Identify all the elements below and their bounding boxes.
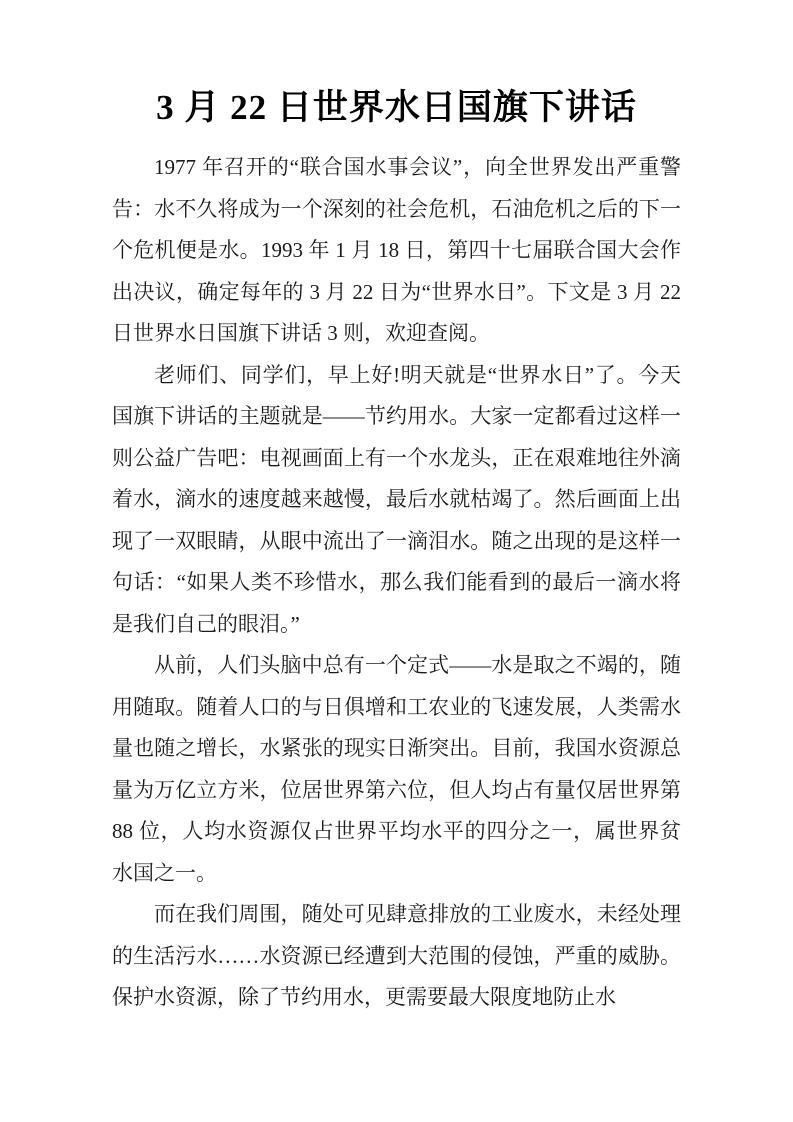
- paragraph-pollution: 而在我们周围，随处可见肆意排放的工业废水，未经处理的生活污水……水资源已经遭到大范围的侵蚀，严重的威胁。保护水资源，除了节约用水，更需要最大限度地防止水: [112, 902, 681, 1010]
- document-body: [112, 147, 681, 1019]
- paragraph-greeting: 老师们、同学们，早上好!明天就是“世界水日”了。今天国旗下讲话的主题就是——节约用水。大家一定都看过这样一则公益广告吧：电视画面上有一个水龙头，正在艰难地往外滴着水，滴水的速度越来越慢，最后水就枯竭了。然后画面上出现了一双眼睛，从眼中流出了一滴泪水。随之出现的是这样一句话：“如果人类不珍惜水，那么我们能看到的最后一滴水将是我们自己的眼泪。”: [112, 362, 681, 636]
- page-title: 3 月 22 日世界水日国旗下讲话: [156, 88, 637, 127]
- paragraph-water-scarcity: 从前，人们头脑中总有一个定式——水是取之不竭的，随用随取。随着人口的与日俱增和工农业的飞速发展，人类需水量也随之增长，水紧张的现实日渐突出。目前，我国水资源总量为万亿立方米，位居世界第六位，但人均占有量仅居世界第 88 位，人均水资源仅占世界平均水平的四分之一，属世界贫水国之一。: [112, 653, 681, 885]
- paragraph-intro: 1977 年召开的“联合国水事会议”，向全世界发出严重警告：水不久将成为一个深刻的社会危机，石油危机之后的下一个危机便是水。1993 年 1 月 18 日，第四十七届联合国大会作出决议，确定每年的 3 月 22 日为“世界水日”。下文是 3 月 22 日世界水日国旗下讲话 3 则，欢迎查阅。: [112, 155, 681, 346]
